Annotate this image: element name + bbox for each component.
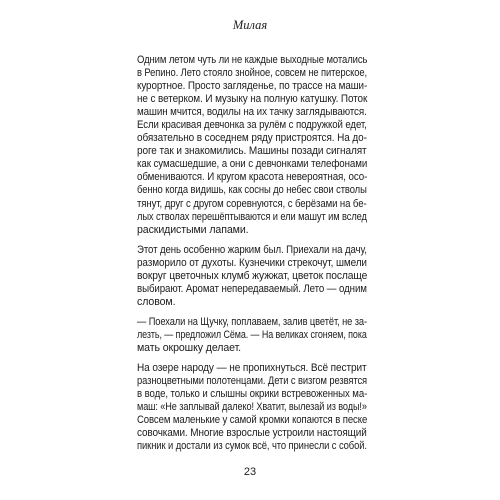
text-line: в Репино. Лето стояло знойное, совсем не питерское, [137, 67, 368, 80]
page-number: 23 [243, 466, 257, 478]
text-line: словом. [137, 295, 176, 308]
text-line: лых стволах перешёптываются и ели машут им вслед [137, 210, 367, 223]
paragraph-2 [137, 244, 367, 309]
text-line: разморило от духоты. Кузнечики стрекочут, шмели [137, 256, 367, 269]
text-line: Если красивая девчонка за рулём с подружкой едет, [137, 119, 367, 132]
text-line: пикник и достали из сумок всё, что принесли с собой. [137, 440, 367, 453]
text-line: машин мчится, водилы на их тачку заглядываются. [137, 106, 367, 119]
text-line: Одним летом чуть ли не каждые выходные мотались [137, 54, 368, 66]
text-line: обмениваются. И кругом красота невероятная, осо- [137, 171, 368, 184]
text-line: как сумасшедшие, а они с девчонками телефонами [137, 158, 368, 171]
text-line: — Поехали на Щучку, поплаваем, залив цветёт, не за- [137, 315, 367, 328]
text-line: разноцветными полотенцами. Дети с визгом резвятся [137, 375, 368, 388]
running-head: Милая [232, 18, 268, 32]
body-text [137, 54, 367, 453]
text-line: тянут, друг с другом соревнуются, с берёзами на бе- [137, 197, 367, 210]
paragraph-3 [137, 316, 367, 355]
text-line: совочками. Многие взрослые устроили настоящий [137, 427, 367, 440]
text-line: мать окрошку делает. [137, 341, 242, 354]
text-line: курортное. Просто загляденье, по трассе на маши- [137, 80, 368, 93]
text-line: в воде, только и слышны окрики встревоженных ма- [137, 388, 368, 401]
text-line: лезть, — предложил Сёма. — На великах сгоняем, пока [137, 328, 367, 341]
text-line: вокруг цветочных клумб жужжат, цветок послаще [137, 269, 368, 282]
text-line: не с ветерком. И музыку на полную катушку. Поток [137, 93, 368, 106]
text-line: обязательно в соседнем ряду пристроятся. На до- [137, 132, 367, 145]
text-line: выбирают. Аромат непередаваемый. Лето — одним [137, 282, 367, 295]
text-line: раскидистыми лапами. [137, 223, 249, 236]
paragraph-1 [137, 54, 367, 237]
paragraph-4 [137, 362, 367, 453]
text-line: Совсем маленькие у самой кромки копаются в песке [137, 414, 368, 427]
text-line: маш: «Не заплывай далеко! Хватит, вылезай из воды!» [137, 401, 367, 414]
text-line: Этот день особенно жарким был. Приехали на дачу, [137, 243, 367, 256]
text-line: На озере народу — не пропихнуться. Всё пестрит [137, 362, 367, 375]
text-line: роге так и знакомились. Машины позади сигналят [137, 145, 367, 158]
text-line: бенно когда видишь, как сосны до небес свои стволы [137, 184, 367, 197]
